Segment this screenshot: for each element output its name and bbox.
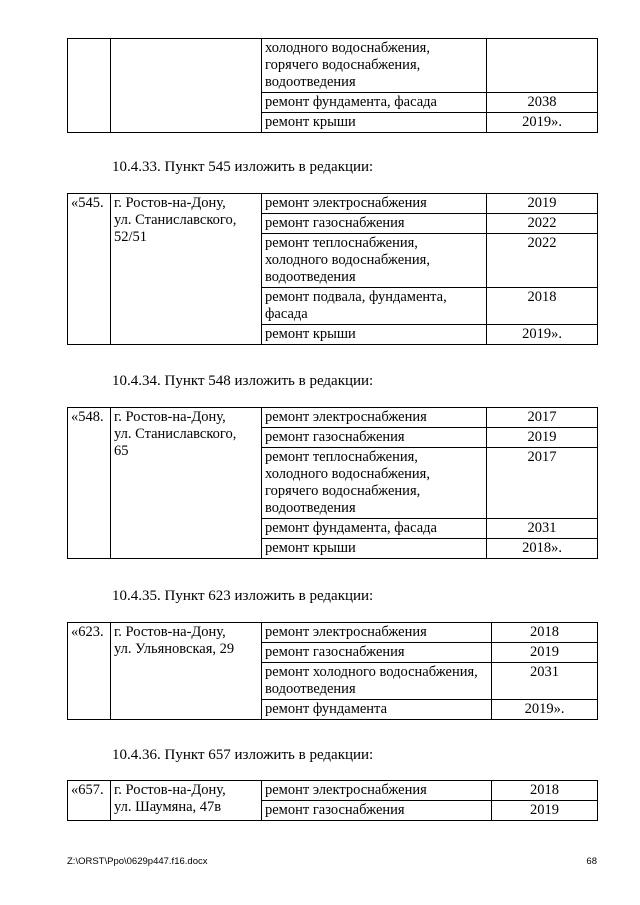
work-type-cell: ремонт газоснабжения <box>262 214 487 234</box>
year-cell: 2019 <box>487 194 598 214</box>
table-548 <box>67 407 598 559</box>
table-row <box>68 781 598 801</box>
caption-623: 10.4.35. Пункт 623 изложить в редакции: <box>112 588 374 604</box>
item-number: «623. <box>68 623 111 720</box>
table-row <box>68 408 598 428</box>
year-cell: 2038 <box>487 93 598 113</box>
item-number: «548. <box>68 408 111 559</box>
year-cell: 2019». <box>492 700 598 720</box>
work-type-cell: холодного водоснабжения, горячего водоснабжения, водоотведения <box>262 39 487 93</box>
year-cell: 2018». <box>487 539 598 559</box>
year-cell: 2019». <box>487 113 598 133</box>
caption-657: 10.4.36. Пункт 657 изложить в редакции: <box>112 747 374 763</box>
address-cell <box>111 39 262 133</box>
work-type-cell: ремонт фундамента, фасада <box>262 519 487 539</box>
address-cell: г. Ростов-на-Дону, ул. Станиславского, 52/51 <box>111 194 262 345</box>
year-cell: 2031 <box>487 519 598 539</box>
work-type-cell: ремонт газоснабжения <box>262 428 487 448</box>
work-type-cell: ремонт крыши <box>262 325 487 345</box>
table-545 <box>67 193 598 345</box>
year-cell: 2031 <box>492 663 598 700</box>
year-cell: 2018 <box>492 623 598 643</box>
year-cell: 2018 <box>492 781 598 801</box>
work-type-cell: ремонт крыши <box>262 539 487 559</box>
work-type-cell: ремонт подвала, фундамента, фасада <box>262 288 487 325</box>
table-row <box>68 623 598 643</box>
item-number: «657. <box>68 781 111 821</box>
caption-548: 10.4.34. Пункт 548 изложить в редакции: <box>112 373 374 389</box>
item-number <box>68 39 111 133</box>
work-type-cell: ремонт холодного водоснабжения, водоотведения <box>262 663 492 700</box>
work-type-cell: ремонт газоснабжения <box>262 643 492 663</box>
table-continuation <box>67 38 598 133</box>
footer-page-number: 68 <box>586 856 597 867</box>
year-cell: 2022 <box>487 234 598 288</box>
year-cell: 2019 <box>487 428 598 448</box>
footer-path: Z:\ORST\Ppo\0629p447.f16.docx <box>67 856 208 867</box>
work-type-cell: ремонт крыши <box>262 113 487 133</box>
work-type-cell: ремонт электроснабжения <box>262 623 492 643</box>
table-657 <box>67 780 598 821</box>
year-cell: 2022 <box>487 214 598 234</box>
address-cell: г. Ростов-на-Дону, ул. Станиславского, 65 <box>111 408 262 559</box>
item-number: «545. <box>68 194 111 345</box>
year-cell: 2019 <box>492 643 598 663</box>
work-type-cell: ремонт теплоснабжения, холодного водоснабжения, горячего водоснабжения, водоотведения <box>262 448 487 519</box>
year-cell: 2019 <box>492 801 598 821</box>
work-type-cell: ремонт теплоснабжения, холодного водоснабжения, водоотведения <box>262 234 487 288</box>
table-row <box>68 39 598 93</box>
year-cell: 2019». <box>487 325 598 345</box>
work-type-cell: ремонт электроснабжения <box>262 781 492 801</box>
year-cell: 2017 <box>487 448 598 519</box>
work-type-cell: ремонт газоснабжения <box>262 801 492 821</box>
table-row <box>68 194 598 214</box>
year-cell: 2018 <box>487 288 598 325</box>
address-cell: г. Ростов-на-Дону, ул. Ульяновская, 29 <box>111 623 262 720</box>
table-623 <box>67 622 598 720</box>
work-type-cell: ремонт электроснабжения <box>262 194 487 214</box>
work-type-cell: ремонт фундамента, фасада <box>262 93 487 113</box>
work-type-cell: ремонт электроснабжения <box>262 408 487 428</box>
year-cell: 2017 <box>487 408 598 428</box>
year-cell <box>487 39 598 93</box>
address-cell: г. Ростов-на-Дону, ул. Шаумяна, 47в <box>111 781 262 821</box>
work-type-cell: ремонт фундамента <box>262 700 492 720</box>
caption-545: 10.4.33. Пункт 545 изложить в редакции: <box>112 159 374 175</box>
